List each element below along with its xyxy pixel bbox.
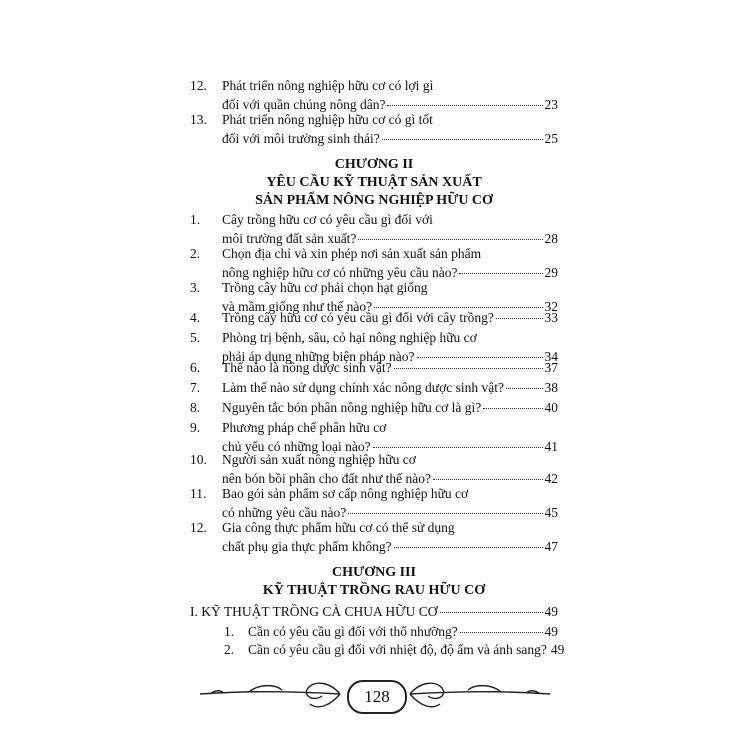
dot-leader	[460, 622, 543, 633]
toc-page-number: 34	[544, 349, 558, 364]
toc-entry-number: 13.	[190, 112, 207, 127]
toc-page-number: 25	[544, 131, 558, 146]
toc-page-number: 45	[544, 505, 558, 520]
toc-entry-number: 11.	[190, 486, 207, 501]
dot-leader	[506, 378, 543, 389]
toc-entry-text: phải áp dụng những biện pháp nào?	[222, 349, 415, 364]
toc-entry-number: 4.	[190, 310, 201, 325]
toc-entry-number: 8.	[190, 400, 201, 415]
dot-leader	[394, 537, 543, 548]
dot-leader	[496, 308, 543, 319]
toc-entry-number: 1.	[224, 624, 235, 639]
toc-section	[190, 602, 558, 621]
toc-page-number: 41	[544, 439, 558, 454]
toc-entry-text: Phát triển nông nghiệp hữu cơ có gì tốt	[222, 112, 433, 127]
toc-page-number: 47	[544, 539, 558, 554]
toc-entry-text: Chọn địa chỉ và xin phép nơi sản xuất sản phẩm	[222, 246, 482, 261]
toc-entry-text: chủ yếu có những loại nào?	[222, 439, 371, 454]
dot-leader	[374, 297, 542, 308]
toc-page-number: 33	[544, 310, 558, 325]
toc-entry-text: môi trường đất sản xuất?	[222, 231, 357, 246]
toc-entry-number: 10.	[190, 452, 207, 467]
dot-leader	[394, 358, 543, 369]
chapter-title: YÊU CẦU KỸ THUẬT SẢN XUẤT	[266, 175, 482, 190]
toc-page-number: 49	[544, 604, 558, 619]
toc-entry-number: 12.	[190, 78, 207, 93]
chapter-title: KỸ THUẬT TRỒNG RAU HỮU CƠ	[262, 583, 486, 598]
toc-entry-text: Cây trồng hữu cơ có yêu cầu gì đối với	[222, 212, 433, 227]
toc-entry-number: 9.	[190, 420, 201, 435]
dot-leader	[483, 398, 542, 409]
toc-entry-text: nên bón bồi phân cho đất như thế nào?	[222, 471, 432, 486]
dot-leader	[373, 437, 543, 448]
toc-entry-number: 2.	[224, 642, 235, 657]
dot-leader	[387, 95, 542, 106]
toc-entry-number: 1.	[190, 212, 201, 227]
dot-leader	[459, 263, 542, 274]
dot-leader	[433, 469, 542, 480]
toc-entry-text: Gia công thực phẩm hữu cơ có thể sử dụng	[222, 520, 455, 535]
toc-entry-text: Cần có yêu cầu gì đối với nhiệt độ, độ ẩm và ánh sang?	[248, 642, 547, 657]
toc-entry-number: 6.	[190, 360, 201, 375]
toc-entry-number: 5.	[190, 330, 201, 345]
toc-entry-text: có những yêu cầu nào?	[222, 505, 347, 520]
dot-leader	[440, 602, 543, 613]
dot-leader	[382, 129, 543, 140]
dot-leader	[348, 503, 542, 514]
toc-page-number: 38	[544, 380, 558, 395]
toc-entry-number: 7.	[190, 380, 201, 395]
toc-entry-text: Trồng cây hữu cơ có yêu cầu gì đối với cây trồng?	[222, 310, 494, 325]
toc-entry-text: và mầm giống như thế nào?	[222, 299, 373, 314]
chapter-label: CHƯƠNG II	[334, 157, 414, 172]
dot-leader	[358, 229, 542, 240]
toc-entry-text: Bao gói sản phẩm sơ cấp nông nghiệp hữu cơ	[222, 486, 469, 501]
toc-entry-text: Cần có yêu cầu gì đối với thổ nhưỡng?	[248, 624, 458, 639]
toc-entry-number: 2.	[190, 246, 201, 261]
toc-entry-text: nông nghiệp hữu cơ có những yêu cầu nào?	[222, 265, 458, 280]
toc-entry-text: Phát triển nông nghiệp hữu cơ có lợi gì	[222, 78, 434, 93]
toc-entry-text: Người sản xuất nông nghiệp hữu cơ	[222, 452, 416, 467]
toc-page-number: 32	[544, 299, 558, 314]
toc-page-number: 49	[550, 642, 565, 657]
toc-page-number: 29	[544, 265, 558, 280]
dot-leader	[417, 347, 543, 358]
toc-page-number: 37	[544, 360, 558, 375]
toc-entry-number: 12.	[190, 520, 207, 535]
toc-page-number: 40	[544, 400, 558, 415]
toc-entry-text: Làm thế nào sử dụng chính xác nông dược sinh vật?	[222, 380, 504, 395]
toc-entry-text: Phương pháp chế phân hữu cơ	[222, 420, 387, 435]
toc-page-number: 28	[544, 231, 558, 246]
toc-page-number: 49	[544, 624, 558, 639]
toc-entry-text: Trồng cây hữu cơ phải chọn hạt giống	[222, 280, 428, 295]
chapter-heading	[190, 564, 558, 600]
toc-page-number: 23	[544, 97, 558, 112]
toc-entry-text: đối với môi trường sinh thái?	[222, 131, 380, 146]
toc-entry-text: chất phụ gia thực phẩm không?	[222, 539, 392, 554]
toc-entry-text: Thế nào là nông dược sinh vật?	[222, 360, 392, 375]
toc-entry-text: Phòng trị bệnh, sâu, cỏ hại nông nghiệp hữu cơ	[222, 330, 477, 345]
toc-section-title: I. KỸ THUẬT TRỒNG CÀ CHUA HỮU CƠ	[190, 604, 438, 619]
chapter-title: SẢN PHẨM NÔNG NGHIỆP HỮU CƠ	[255, 193, 493, 208]
chapter-heading	[190, 156, 558, 210]
chapter-label: CHƯƠNG III	[332, 565, 416, 580]
toc-entry-number: 3.	[190, 280, 201, 295]
page-number: 128	[347, 680, 407, 714]
toc-entry-text: Nguyên tắc bón phân nông nghiệp hữu cơ là gì?	[222, 400, 482, 415]
toc-entry-text: đối với quần chúng nông dân?	[222, 97, 386, 112]
toc-page-number: 42	[544, 471, 558, 486]
